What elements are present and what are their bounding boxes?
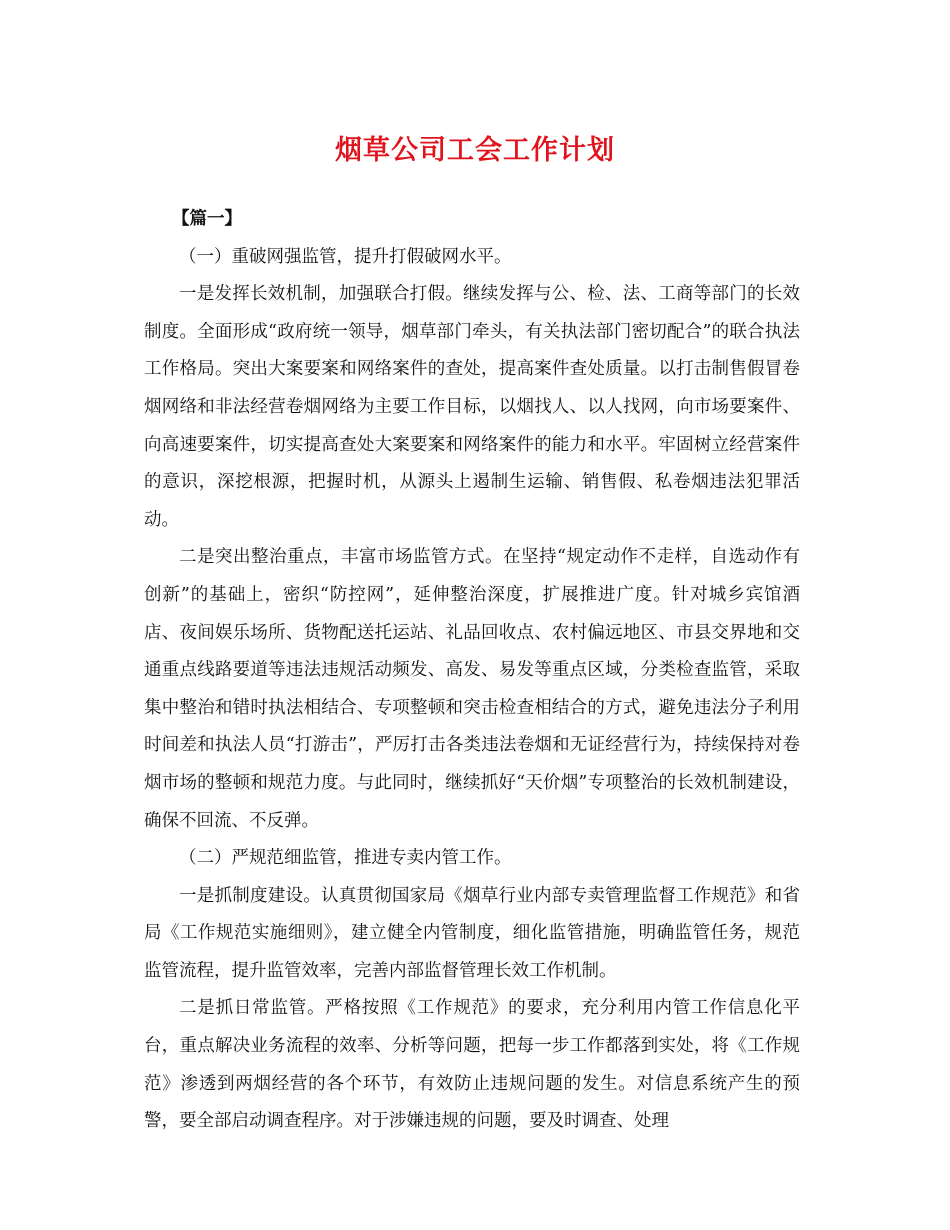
paragraph: 二是抓日常监管。严格按照《工作规范》的要求，充分利用内管工作信息化平台，重点解决业务流程的效率、分析等问题，把每一步工作都落到实处，将《工作规范》渗透到两烟经营的各个环节，有效防止违规问题的发生。对信息系统产生的预警，要全部启动调查程序。对于涉嫌违规的问题，要及时调查、处理 — [144, 998, 800, 1132]
paragraph-heading-2: （二）严规范细监管，推进专卖内管工作。 — [179, 848, 512, 869]
paragraph: 一是发挥长效机制，加强联合打假。继续发挥与公、检、法、工商等部门的长效制度。全面形成“政府统一领导，烟草部门牵头，有关执法部门密切配合”的联合执法工作格局。突出大案要案和网络案件的查处，提高案件查处质量。以打击制售假冒卷烟网络和非法经营卷烟网络为主要工作目标，以烟找人、以人找网，向市场要案件、向高速要案件，切实提高查处大案要案和网络案件的能力和水平。牢固树立经营案件的意识，深挖根源，把握时机，从源头上遏制生运输、销售假、私卷烟违法犯罪活动。 — [144, 284, 800, 530]
section-label: 【篇一】 — [172, 209, 242, 229]
document-body — [144, 201, 800, 1141]
paragraph-heading-1: （一）重破网强监管，提升打假破网水平。 — [179, 246, 512, 267]
document-title: 烟草公司工会工作计划 — [335, 135, 615, 166]
paragraph: 一是抓制度建设。认真贯彻国家局《烟草行业内部专卖管理监督工作规范》和省局《工作规范实施细则》，建立健全内管制度，细化监管措施，明确监管任务，规范监管流程，提升监管效率，完善内部监督管理长效工作机制。 — [144, 885, 800, 981]
paragraph: 二是突出整治重点，丰富市场监管方式。在坚持“规定动作不走样，自选动作有创新”的基础上，密织“防控网”，延伸整治深度，扩展推进广度。针对城乡宾馆酒店、夜间娱乐场所、货物配送托运站、礼品回收点、农村偏远地区、市县交界地和交通重点线路要道等违法违规活动频发、高发、易发等重点区域，分类检查监管，采取集中整治和错时执法相结合、专项整顿和突击检查相结合的方式，避免违法分子利用时间差和执法人员“打游击”，严厉打击各类违法卷烟和无证经营行为，持续保持对卷烟市场的整顿和规范力度。与此同时，继续抓好“天价烟”专项整治的长效机制建设，确保不回流、不反弹。 — [144, 547, 800, 831]
